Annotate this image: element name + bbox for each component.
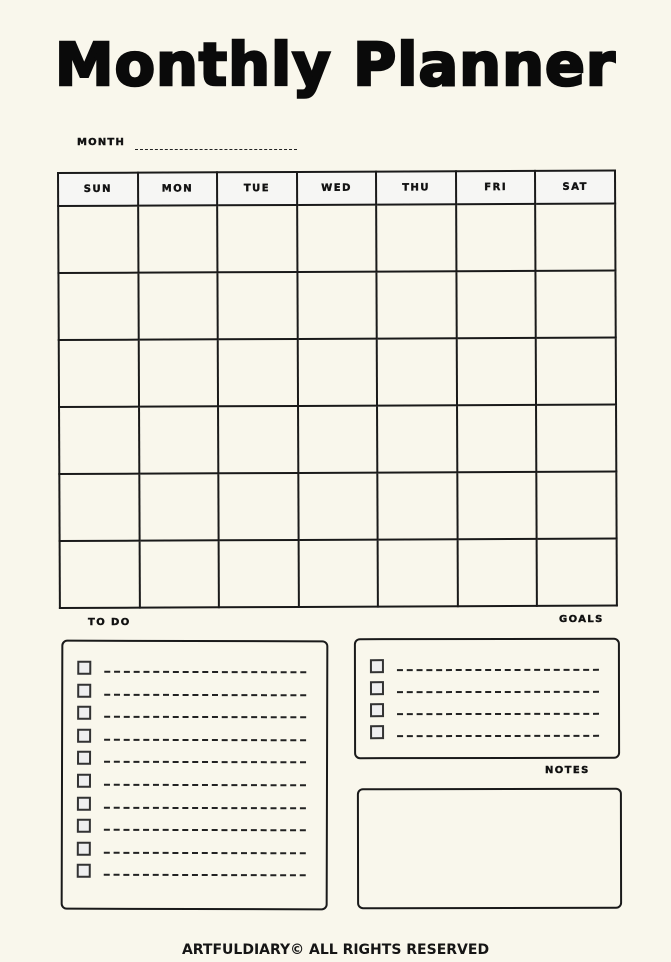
todo-line[interactable]: [104, 784, 306, 787]
calendar-day-cell[interactable]: [536, 204, 616, 271]
todo-line[interactable]: [104, 852, 306, 855]
todo-item: [77, 796, 317, 811]
goal-item: [370, 681, 610, 695]
calendar-day-cell[interactable]: [457, 539, 537, 606]
notes-area[interactable]: [357, 788, 622, 909]
month-label: MONTH: [77, 137, 126, 148]
calendar-day-cell[interactable]: [58, 273, 138, 340]
calendar-day-cell[interactable]: [298, 406, 378, 473]
weekday-thu: THU: [376, 171, 456, 204]
calendar-day-cell[interactable]: [536, 271, 616, 338]
todo-line[interactable]: [104, 693, 306, 696]
checkbox[interactable]: [77, 819, 91, 833]
checkbox[interactable]: [77, 683, 91, 697]
todo-item: [77, 706, 317, 721]
calendar-day-cell[interactable]: [139, 540, 219, 607]
checkbox[interactable]: [370, 703, 384, 717]
checkbox[interactable]: [77, 774, 91, 788]
todo-box: [61, 640, 329, 911]
calendar-day-cell[interactable]: [378, 539, 458, 606]
checkbox[interactable]: [370, 725, 384, 739]
todo-item: [77, 774, 317, 789]
calendar-day-cell[interactable]: [218, 339, 298, 406]
calendar-day-cell[interactable]: [536, 405, 616, 472]
todo-item: [77, 819, 317, 834]
goals-label: GOALS: [559, 614, 604, 625]
calendar-grid: [57, 170, 618, 608]
todo-line[interactable]: [104, 716, 306, 719]
calendar-day-cell[interactable]: [59, 407, 139, 474]
calendar-day-cell[interactable]: [218, 473, 298, 540]
calendar-day-cell[interactable]: [456, 271, 536, 338]
calendar-day-cell[interactable]: [139, 473, 219, 540]
calendar-day-cell[interactable]: [298, 540, 378, 607]
todo-line[interactable]: [104, 671, 306, 674]
todo-item: [77, 864, 317, 879]
calendar-day-cell[interactable]: [377, 405, 457, 472]
goal-line[interactable]: [397, 669, 599, 671]
checkbox[interactable]: [370, 681, 384, 695]
todo-line[interactable]: [104, 829, 306, 832]
weekday-mon: MON: [138, 172, 218, 205]
calendar-week-row: [59, 405, 616, 474]
weekday-sat: SAT: [535, 171, 615, 204]
calendar-day-cell[interactable]: [218, 406, 298, 473]
checkbox[interactable]: [370, 659, 384, 673]
checkbox[interactable]: [77, 796, 91, 810]
calendar-week-row: [60, 539, 617, 608]
weekday-fri: FRI: [456, 171, 536, 204]
calendar-day-cell[interactable]: [297, 339, 377, 406]
calendar-day-cell[interactable]: [59, 340, 139, 407]
todo-item: [77, 841, 317, 856]
calendar-day-cell[interactable]: [376, 204, 456, 271]
calendar-day-cell[interactable]: [537, 472, 617, 539]
month-field[interactable]: [135, 149, 297, 150]
calendar-day-cell[interactable]: [58, 206, 138, 273]
calendar-day-cell[interactable]: [536, 338, 616, 405]
calendar-day-cell[interactable]: [59, 474, 139, 541]
checkbox[interactable]: [77, 661, 91, 675]
calendar-week-row: [59, 472, 616, 541]
calendar-day-cell[interactable]: [456, 204, 536, 271]
weekday-tue: TUE: [217, 172, 297, 205]
calendar-day-cell[interactable]: [60, 541, 140, 608]
todo-item: [77, 728, 317, 743]
todo-line[interactable]: [104, 761, 306, 764]
calendar-day-cell[interactable]: [377, 271, 457, 338]
todo-label: TO DO: [88, 617, 131, 628]
goals-box: [354, 638, 620, 759]
calendar-week-row: [58, 271, 615, 340]
calendar-week-row: [59, 338, 616, 407]
calendar-day-cell[interactable]: [378, 472, 458, 539]
calendar-week-row: [58, 204, 615, 273]
calendar-day-cell[interactable]: [298, 473, 378, 540]
goal-line[interactable]: [397, 735, 599, 737]
weekday-header-row: [58, 171, 615, 206]
weekday-sun: SUN: [58, 173, 138, 206]
checkbox[interactable]: [77, 841, 91, 855]
todo-item: [77, 751, 317, 766]
goal-line[interactable]: [397, 713, 599, 715]
todo-line[interactable]: [104, 806, 306, 809]
page-title: Monthly Planner: [55, 31, 616, 100]
calendar-day-cell[interactable]: [457, 338, 537, 405]
todo-item: [77, 683, 317, 698]
goal-item: [370, 659, 610, 673]
calendar-day-cell[interactable]: [138, 339, 218, 406]
calendar-day-cell[interactable]: [457, 472, 537, 539]
todo-item: [77, 661, 317, 676]
calendar-day-cell[interactable]: [537, 539, 617, 606]
checkbox[interactable]: [77, 728, 91, 742]
calendar-day-cell[interactable]: [457, 405, 537, 472]
calendar-day-cell[interactable]: [297, 205, 377, 272]
goal-item: [370, 725, 610, 739]
notes-label: NOTES: [545, 765, 590, 776]
todo-line[interactable]: [104, 739, 306, 742]
checkbox[interactable]: [77, 864, 91, 878]
todo-line[interactable]: [104, 874, 306, 877]
calendar-day-cell[interactable]: [218, 272, 298, 339]
calendar-day-cell[interactable]: [217, 205, 297, 272]
weekday-wed: WED: [297, 172, 377, 205]
calendar-day-cell[interactable]: [138, 272, 218, 339]
calendar-day-cell[interactable]: [138, 205, 218, 272]
checkbox[interactable]: [77, 751, 91, 765]
footer-copyright: ARTFULDIARY© ALL RIGHTS RESERVED: [181, 942, 490, 958]
goal-item: [370, 703, 610, 717]
checkbox[interactable]: [77, 706, 91, 720]
calendar-day-cell[interactable]: [297, 272, 377, 339]
goal-line[interactable]: [397, 691, 599, 693]
calendar-day-cell[interactable]: [377, 338, 457, 405]
calendar-day-cell[interactable]: [139, 406, 219, 473]
calendar-day-cell[interactable]: [219, 540, 299, 607]
